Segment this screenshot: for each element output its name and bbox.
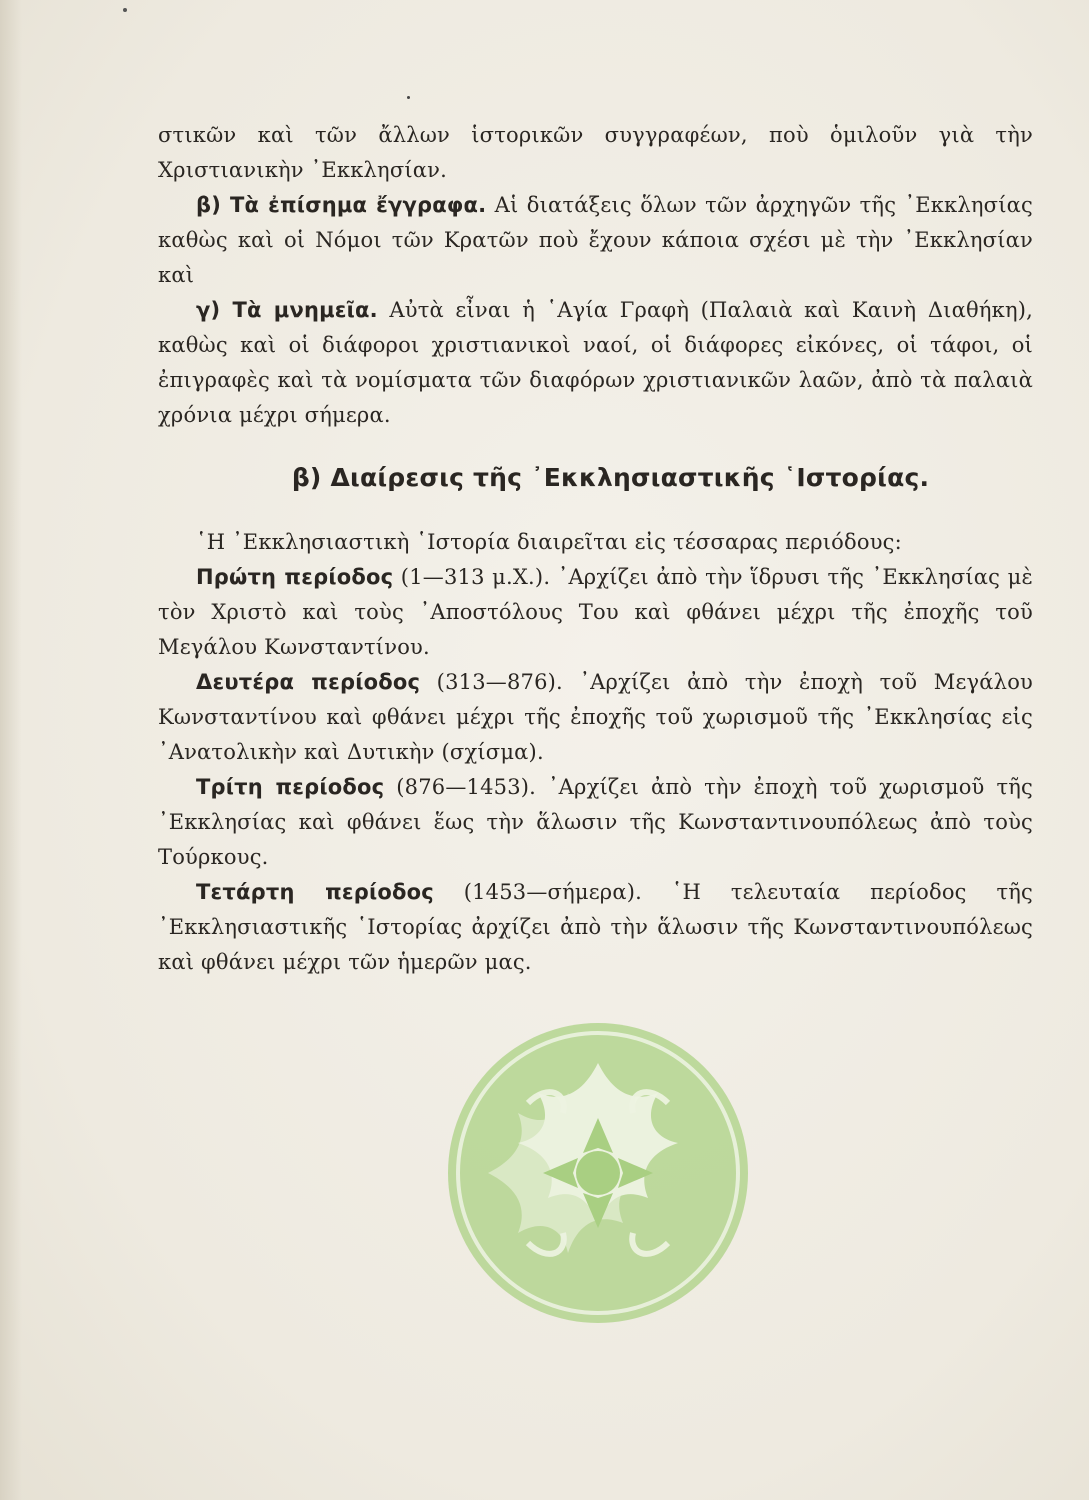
section-heading: β) Διαίρεσις τῆς ᾿Εκκλησιαστικῆς ῾Ιστορίας. (291, 463, 930, 492)
item-text: Αἱ διατάξεις ὅλων τῶν ἀρχηγῶν τῆς ᾿Εκκλησίας καθὼς καὶ οἱ Νόμοι τῶν Κρατῶν ποὺ ἔχουν κάποια σχέσι μὲ τὴν ᾿Εκκλησίαν καὶ (158, 193, 1033, 287)
period-text: (313—876). ᾿Αρχίζει ἀπὸ τὴν ἐποχὴ τοῦ Μεγάλου Κωνσταντίνου καὶ φθάνει μέχρι τῆς ἐποχῆς τοῦ χωρισμοῦ τῆς ᾿Εκκλησίας εἰς ᾿Ανατολικὴν καὶ Δυτικὴν (σχίσμα). (158, 670, 1033, 764)
period-text: (1453—σήμερα). ῾Η τελευταία περίοδος τῆς ᾿Εκκλησιαστικῆς ῾Ιστορίας ἀρχίζει ἀπὸ τὴν ἅλωσιν τῆς Κωνσταντινουπόλεως καὶ φθάνει μέχρι τῶν ἡμερῶν μας. (158, 880, 1033, 974)
period-text: (876—1453). ᾿Αρχίζει ἀπὸ τὴν ἐποχὴ τοῦ χωρισμοῦ τῆς ᾿Εκκλησίας καὶ φθάνει ἕως τὴν ἅλωσιν τῆς Κωνσταντινουπόλεως ἀπὸ τοὺς Τούρκους. (158, 775, 1034, 869)
page-edge-shadow (0, 0, 22, 1500)
paragraph-period (158, 875, 1033, 980)
paragraph-period (158, 770, 1033, 875)
ink-speck (407, 96, 410, 99)
item-label: β) Τὰ ἐπίσημα ἔγγραφα. (196, 193, 487, 217)
page-text (158, 118, 1033, 980)
period-label: Τρίτη περίοδος (196, 775, 385, 799)
paragraph-official-documents (158, 188, 1033, 293)
paragraph-intro: ῾Η ᾿Εκκλησιαστικὴ ῾Ιστορία διαιρεῖται εἰς τέσσαρας περιόδους: (196, 530, 902, 554)
ink-speck (123, 8, 127, 12)
period-text: (1—313 μ.Χ.). ᾿Αρχίζει ἀπὸ τὴν ἵδρυσι τῆς ᾿Εκκλησίας μὲ τὸν Χριστὸ καὶ τοὺς ᾿Αποστόλους Του καὶ φθάνει μέχρι τῆς ἐποχῆς τοῦ Μεγάλου Κωνσταντίνου. (158, 565, 1033, 659)
item-text: Αὐτὰ εἶναι ἡ ῾Αγία Γραφὴ (Παλαιὰ καὶ Καινὴ Διαθήκη), καθὼς καὶ οἱ διάφοροι χριστιανικοὶ ναοί, οἱ διάφορες εἰκόνες, οἱ τάφοι, οἱ ἐπιγραφὲς καὶ τὰ νομίσματα τῶν διαφόρων χριστιανικῶν λαῶν, ἀπὸ τὰ παλαιὰ χρόνια μέχρι σήμερα. (158, 298, 1033, 427)
item-label: γ) Τὰ μνημεῖα. (196, 298, 378, 322)
period-label: Δευτέρα περίοδος (196, 670, 421, 694)
period-label: Τετάρτη περίοδος (196, 880, 434, 904)
paragraph-period (158, 665, 1033, 770)
paragraph-monuments (158, 293, 1033, 433)
paragraph-continuation: στικῶν καὶ τῶν ἄλλων ἱστορικῶν συγγραφέων, ποὺ ὁμιλοῦν γιὰ τὴν Χριστιανικὴν ᾿Εκκλησίαν. (158, 123, 1033, 182)
paragraph-period (158, 560, 1033, 665)
green-ornament-emblem (448, 1023, 748, 1323)
period-label: Πρώτη περίοδος (196, 565, 394, 589)
